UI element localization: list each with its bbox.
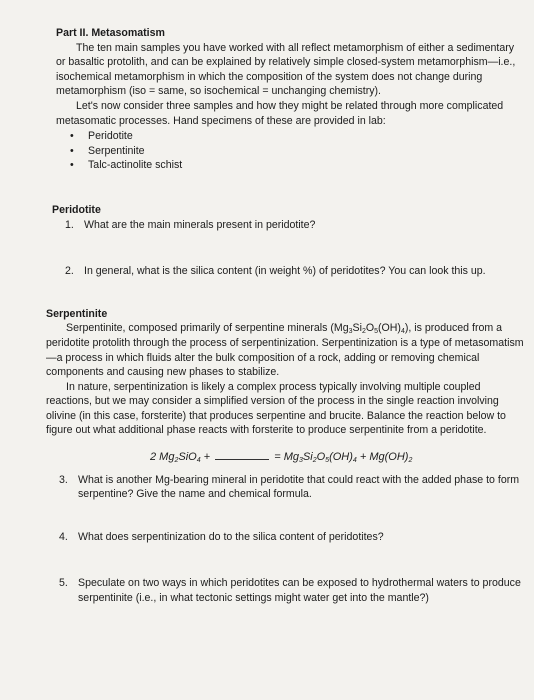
question-text: What does serpentinization do to the silica content of peridotites? [78, 530, 384, 543]
specimen-item: • Serpentinite [70, 144, 526, 159]
question-3 [46, 473, 526, 502]
question-number: 2. [65, 265, 74, 278]
serpentinite-heading: Serpentinite [46, 307, 108, 320]
part-2-section [56, 26, 526, 173]
question-number: 1. [65, 218, 74, 231]
serpentinite-paragraph-2: In nature, serpentinization is likely a complex process typically involving multiple coupled reactions, but we may consider a simplified version of the process in the single reaction involving olivine (in this case, forsterite) that produces serpentine and brucite. Balance the reaction below to figure out what additional phase reacts with forsterite to produce serpentinite from a peridotite. [46, 380, 506, 437]
serpentinite-questions [46, 473, 526, 606]
question-number: 3. [59, 473, 68, 486]
question-text: What are the main minerals present in peridotite? [84, 218, 316, 231]
equation-answer-blank[interactable] [215, 459, 269, 460]
serpentinite-paragraph-1: Serpentinite, composed primarily of serpentine minerals $(Mg_3Si_2O_5(OH)_4)$, is produced from a peridotite protolith through the process of serpentinization. Serpentinization is a type of metasomatism—a process in which fluids alter the bulk composition of a rock, adding or removing chemical components and causing new phases to stabilize. [46, 322, 524, 379]
specimen-item: • Peridotite [70, 129, 526, 144]
question-4 [46, 530, 526, 545]
question-number: 4. [59, 530, 68, 543]
specimen-item: • Talc-actinolite schist [70, 158, 526, 173]
question-text: In general, what is the silica content (in weight %) of peridotites? You can look this up. [84, 265, 486, 278]
peridotite-questions [52, 218, 526, 279]
question-text: Speculate on two ways in which peridotites can be exposed to hydrothermal waters to produce serpentinite (i.e., in what tectonic settings might water get into the mantle?) [78, 577, 521, 605]
peridotite-heading: Peridotite [52, 203, 101, 216]
serpentinite-section [46, 307, 526, 606]
part-2-heading: Part II. Metasomatism [56, 27, 165, 39]
question-2 [52, 264, 526, 279]
question-text: What is another Mg-bearing mineral in peridotite that could react with the added phase to form serpentine? Give the name and chemical formula. [78, 473, 520, 501]
intro-paragraph-1: The ten main samples you have worked with all reflect metamorphism of either a sedimentary or basaltic protolith, and can be explained by relatively simple closed-system metamorphism—i.e., isochemical metamorphism in which the composition of the system does not change during metamorphism (iso = same, so isochemical = unchanging chemistry). [56, 41, 516, 98]
intro-paragraph-2: Let's now consider three samples and how they might be related through more complicated metasomatic processes. Hand specimens of these are provided in lab: [56, 99, 504, 127]
peridotite-section [52, 203, 526, 279]
serpentinization-equation: 2 $Mg_2SiO_4$ + = $Mg_3Si_2O_5(OH)_4 + Mg(OH)_2$ [150, 451, 413, 465]
question-number: 5. [59, 577, 68, 590]
question-5 [46, 576, 526, 605]
specimen-list [56, 129, 526, 173]
question-1 [52, 218, 526, 233]
